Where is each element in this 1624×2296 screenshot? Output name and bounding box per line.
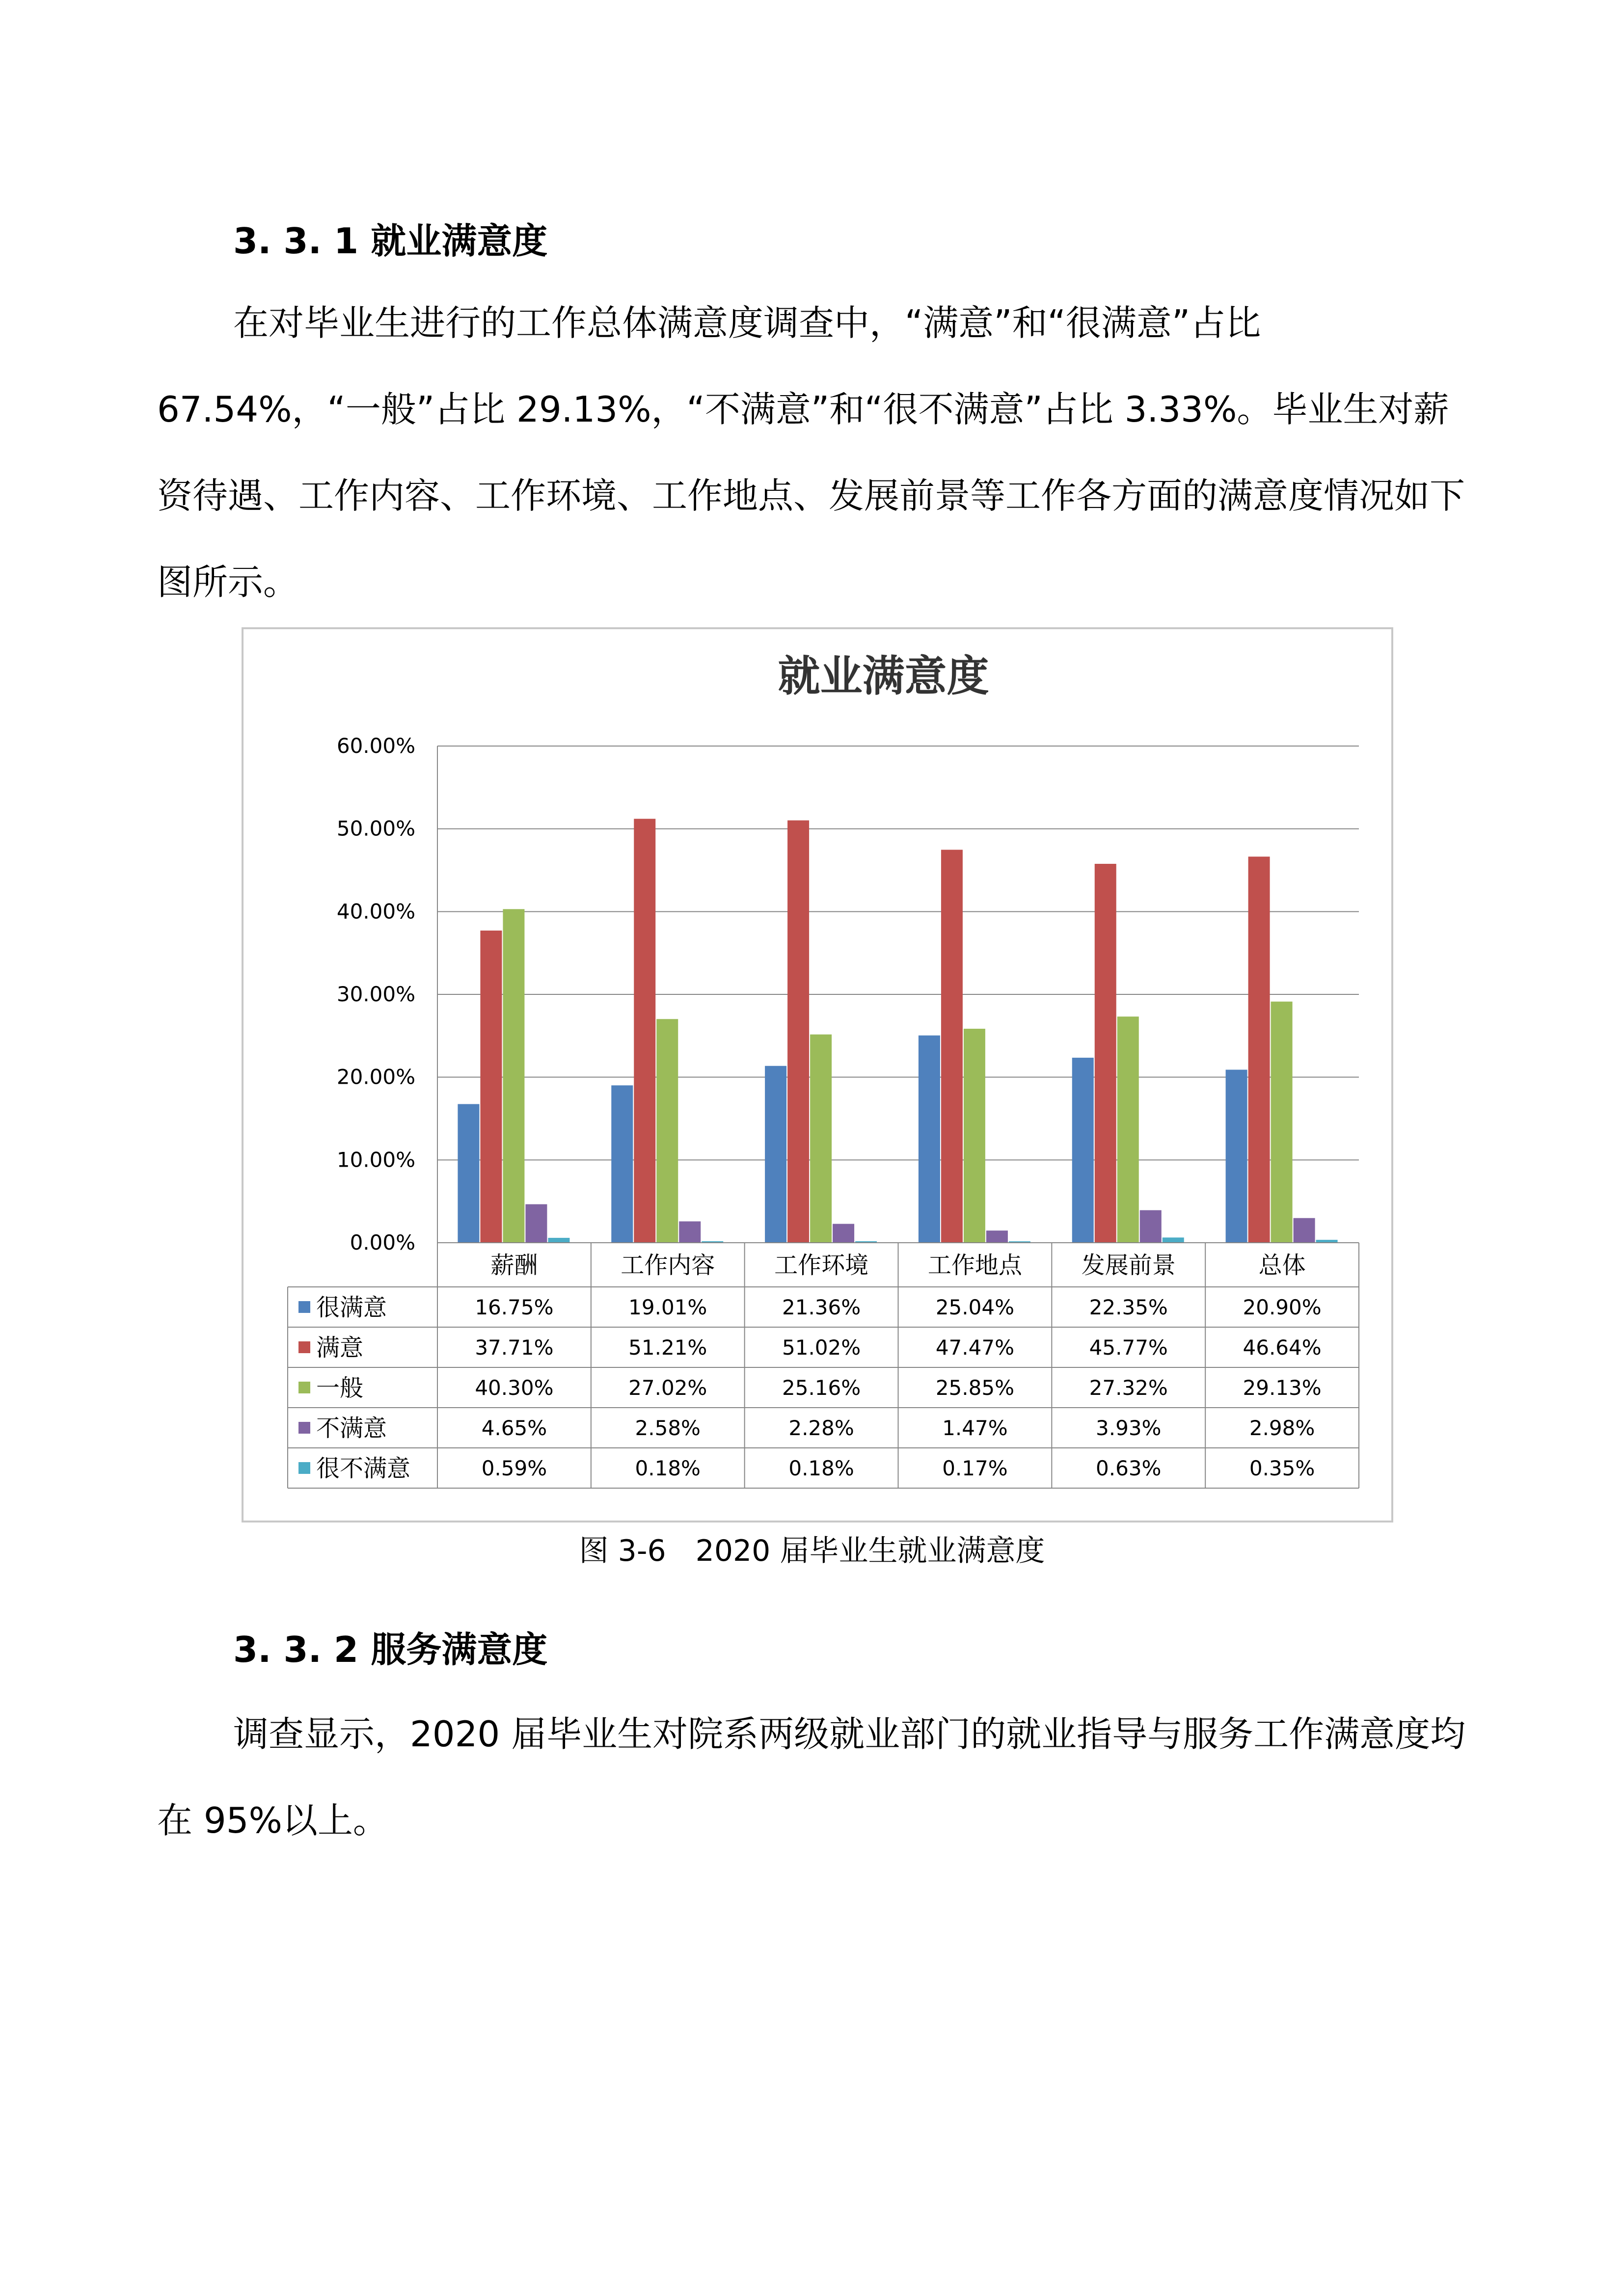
category-label: 工作环境 bbox=[774, 1252, 869, 1279]
legend-label: 很不满意 bbox=[316, 1455, 411, 1482]
bar-一般-总体 bbox=[1271, 1002, 1293, 1243]
bar-一般-工作内容 bbox=[656, 1019, 678, 1243]
data-label: 29.13% bbox=[1243, 1376, 1322, 1400]
y-tick-label: 40.00% bbox=[336, 899, 415, 924]
data-label: 37.71% bbox=[475, 1335, 554, 1360]
bar-满意-工作内容 bbox=[634, 819, 655, 1243]
data-label: 0.63% bbox=[1096, 1456, 1162, 1480]
bar-不满意-工作环境 bbox=[833, 1224, 854, 1243]
data-label: 27.32% bbox=[1089, 1376, 1168, 1400]
data-label: 21.36% bbox=[782, 1295, 861, 1319]
bar-不满意-工作地点 bbox=[986, 1230, 1008, 1243]
chart-canvas bbox=[244, 629, 1391, 1521]
data-label: 22.35% bbox=[1089, 1295, 1168, 1319]
data-label: 25.85% bbox=[935, 1376, 1014, 1400]
bar-很满意-发展前景 bbox=[1072, 1058, 1094, 1243]
data-label: 0.18% bbox=[635, 1456, 701, 1480]
data-label: 40.30% bbox=[475, 1376, 554, 1400]
data-label: 0.17% bbox=[942, 1456, 1008, 1480]
data-label: 20.90% bbox=[1243, 1295, 1322, 1319]
data-label: 25.04% bbox=[935, 1295, 1014, 1319]
y-tick-label: 60.00% bbox=[336, 734, 415, 758]
legend-swatch-不满意 bbox=[298, 1422, 310, 1434]
legend-swatch-很满意 bbox=[298, 1301, 310, 1313]
bar-很满意-总体 bbox=[1226, 1069, 1247, 1243]
data-label: 0.35% bbox=[1249, 1456, 1315, 1480]
employment-satisfaction-paragraph: 在对毕业生进行的工作总体满意度调查中，“满意”和“很满意”占比67.54%，“一般”占比 29.13%，“不满意”和“很不满意”占比 3.33%。毕业生对薪资待遇、工作内容、工作环境、工作地点、发展前景等工作各方面的满意度情况如下图所示。 bbox=[157, 302, 1465, 603]
bar-满意-总体 bbox=[1248, 856, 1270, 1243]
data-label: 27.02% bbox=[628, 1376, 707, 1400]
bar-很满意-工作内容 bbox=[611, 1085, 633, 1243]
bar-很不满意-薪酬 bbox=[548, 1238, 569, 1243]
data-label: 2.28% bbox=[788, 1416, 854, 1440]
data-label: 2.58% bbox=[635, 1416, 701, 1440]
figure-caption: 图 3-6 2020 届毕业生就业满意度 bbox=[579, 1534, 1045, 1568]
data-label: 47.47% bbox=[935, 1335, 1014, 1360]
data-label: 51.02% bbox=[782, 1335, 861, 1360]
data-label: 4.65% bbox=[481, 1416, 547, 1440]
y-tick-label: 10.00% bbox=[336, 1148, 415, 1172]
bar-很不满意-发展前景 bbox=[1163, 1237, 1184, 1243]
bar-一般-工作地点 bbox=[964, 1029, 985, 1243]
legend-label: 不满意 bbox=[316, 1415, 387, 1442]
bar-一般-工作环境 bbox=[810, 1035, 832, 1243]
service-satisfaction-paragraph: 调查显示，2020 届毕业生对院系两级就业部门的就业指导与服务工作满意度均在 95%以上。 bbox=[157, 1713, 1466, 1841]
data-label: 0.18% bbox=[788, 1456, 854, 1480]
bar-很满意-工作环境 bbox=[765, 1066, 786, 1243]
legend-swatch-满意 bbox=[298, 1341, 310, 1353]
bar-很满意-薪酬 bbox=[458, 1104, 479, 1243]
bar-很满意-工作地点 bbox=[919, 1036, 940, 1243]
data-label: 16.75% bbox=[475, 1295, 554, 1319]
legend-swatch-很不满意 bbox=[298, 1462, 310, 1474]
section-heading-service-satisfaction: 3. 3. 2 服务满意度 bbox=[233, 1629, 548, 1670]
category-label: 工作地点 bbox=[927, 1252, 1022, 1279]
bar-一般-薪酬 bbox=[503, 909, 524, 1243]
y-tick-label: 30.00% bbox=[336, 982, 415, 1006]
y-tick-label: 20.00% bbox=[336, 1065, 415, 1089]
category-label: 发展前景 bbox=[1081, 1252, 1176, 1279]
bar-满意-发展前景 bbox=[1095, 864, 1116, 1243]
data-label: 51.21% bbox=[628, 1335, 707, 1360]
data-label: 0.59% bbox=[481, 1456, 547, 1480]
category-label: 工作内容 bbox=[621, 1252, 715, 1279]
data-label: 3.93% bbox=[1096, 1416, 1162, 1440]
category-label: 总体 bbox=[1258, 1252, 1306, 1279]
employment-satisfaction-chart bbox=[242, 627, 1393, 1522]
data-label: 25.16% bbox=[782, 1376, 861, 1400]
y-tick-label: 50.00% bbox=[336, 816, 415, 841]
chart-title: 就业满意度 bbox=[778, 652, 989, 701]
bar-不满意-工作内容 bbox=[679, 1221, 701, 1243]
legend-label: 满意 bbox=[316, 1334, 364, 1362]
bar-满意-工作地点 bbox=[941, 850, 963, 1243]
bar-一般-发展前景 bbox=[1117, 1016, 1139, 1243]
data-label: 2.98% bbox=[1249, 1416, 1315, 1440]
legend-label: 一般 bbox=[316, 1374, 364, 1402]
legend-swatch-一般 bbox=[298, 1382, 310, 1393]
data-label: 19.01% bbox=[628, 1295, 707, 1319]
data-label: 46.64% bbox=[1243, 1335, 1322, 1360]
bar-不满意-薪酬 bbox=[525, 1204, 547, 1243]
data-label: 45.77% bbox=[1089, 1335, 1168, 1360]
section-heading-employment-satisfaction: 3. 3. 1 就业满意度 bbox=[233, 220, 548, 262]
bar-满意-工作环境 bbox=[787, 820, 809, 1243]
y-tick-label: 0.00% bbox=[350, 1230, 415, 1255]
legend-label: 很满意 bbox=[316, 1294, 387, 1321]
data-label: 1.47% bbox=[942, 1416, 1008, 1440]
category-label: 薪酬 bbox=[490, 1252, 538, 1279]
bar-不满意-发展前景 bbox=[1140, 1210, 1162, 1243]
bar-不满意-总体 bbox=[1294, 1218, 1315, 1243]
bar-满意-薪酬 bbox=[480, 931, 502, 1243]
